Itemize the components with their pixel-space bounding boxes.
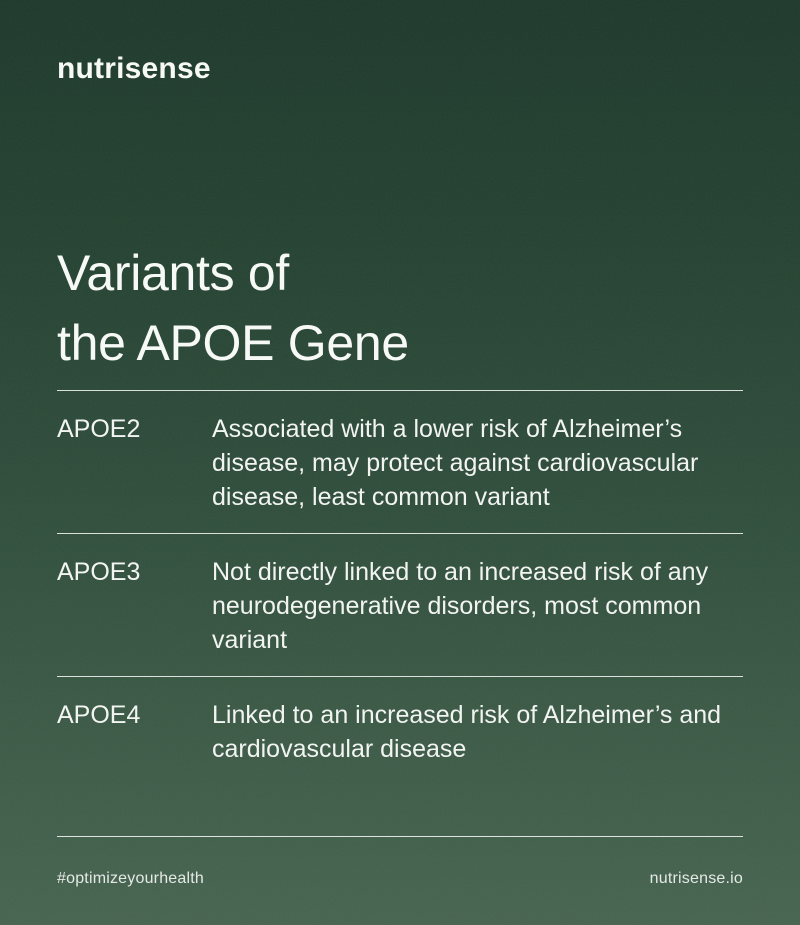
footer-hashtag: #optimizeyourhealth xyxy=(57,870,204,887)
table-row-apoe2 xyxy=(57,390,743,533)
variant-description: Associated with a lower risk of Alzheimer’s disease, may protect against cardiovascular disease, least common variant xyxy=(212,415,699,511)
table-row-apoe4 xyxy=(57,676,743,785)
variant-name: APOE2 xyxy=(57,415,141,443)
variant-description: Linked to an increased risk of Alzheimer’s and cardiovascular disease xyxy=(212,701,722,763)
variant-table xyxy=(57,390,743,785)
variant-name: APOE3 xyxy=(57,558,141,586)
page-title-line1: Variants of xyxy=(57,245,290,301)
table-row-apoe3 xyxy=(57,533,743,676)
page-title-line2: the APOE Gene xyxy=(57,315,409,371)
footer-website: nutrisense.io xyxy=(649,870,743,887)
nutrisense-logo: nutrisense xyxy=(57,52,211,85)
variant-description: Not directly linked to an increased risk of any neurodegenerative disorders, most common variant xyxy=(212,558,709,654)
page-title xyxy=(57,238,743,378)
variant-name: APOE4 xyxy=(57,701,141,729)
footer xyxy=(57,836,743,888)
